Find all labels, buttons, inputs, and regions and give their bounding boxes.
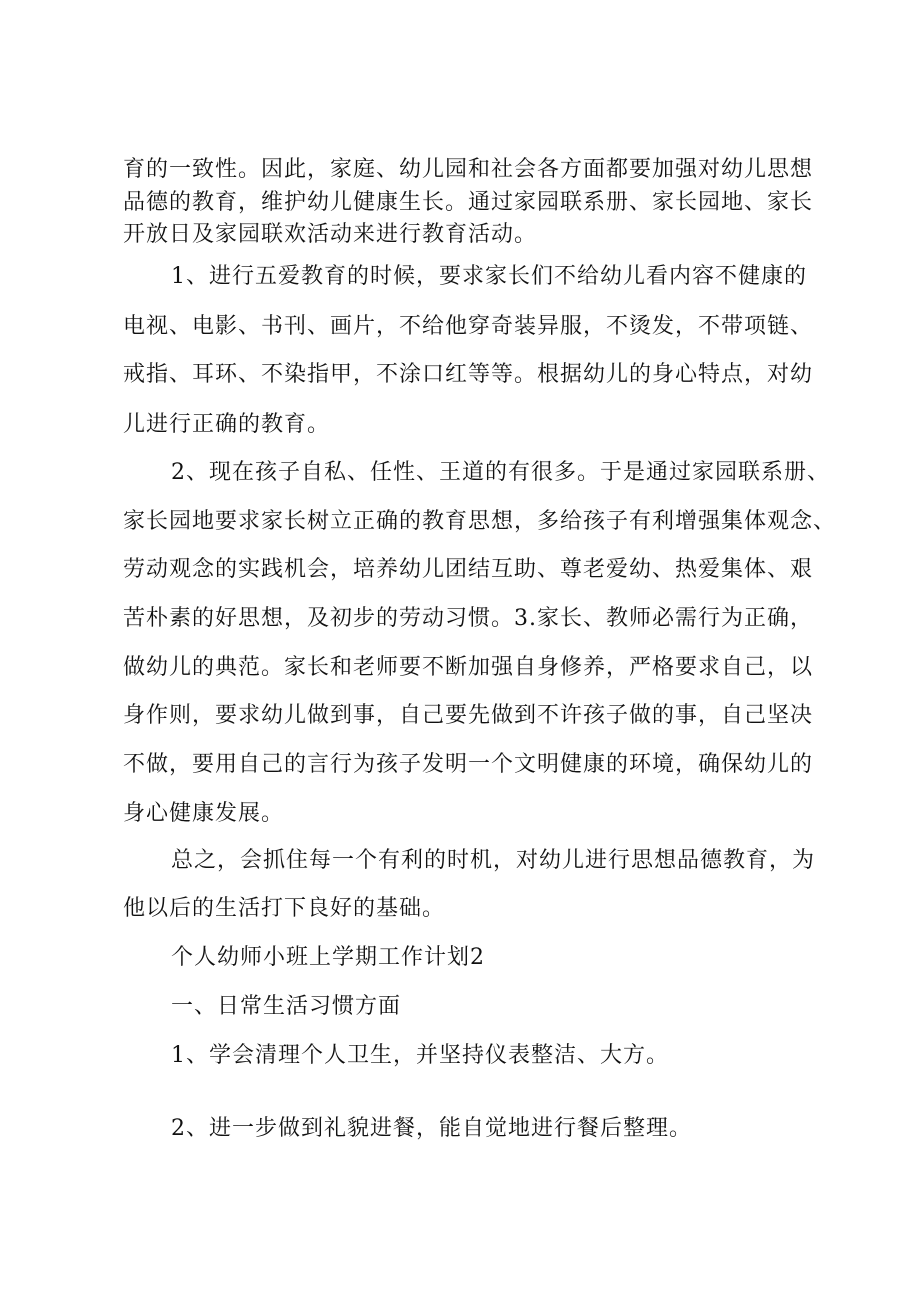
paragraph-line: 品德的教育，维护幼儿健康生长。通过家园联系册、家长园地、家长 [123,190,814,215]
paragraph-line: 劳动观念的实践机会，培养幼儿团结互助、尊老爱幼、热爱集体、艰 [123,557,814,582]
section-title: 个人幼师小班上学期工作计划2 [171,945,485,970]
paragraph-line: 身作则，要求幼儿做到事，自己要先做到不许孩子做的事，自己坚决 [123,703,814,728]
paragraph-line: 1、进行五爱教育的时候，要求家长们不给幼儿看内容不健康的 [171,264,807,289]
paragraph-line: 2、现在孩子自私、任性、王道的有很多。于是通过家园联系册、 [171,460,830,485]
paragraph-line: 不做，要用自己的言行为孩子发明一个文明健康的环境，确保幼儿的 [123,752,814,777]
paragraph-line: 总之，会抓住每一个有利的时机，对幼儿进行思想品德教育，为 [171,848,816,873]
paragraph-line: 身心健康发展。 [123,801,285,826]
paragraph-line: 儿进行正确的教育。 [123,412,331,437]
paragraph-line: 戒指、耳环、不染指甲，不涂口红等等。根据幼儿的身心特点，对幼 [123,362,814,387]
list-item: 1、学会清理个人卫生，并坚持仪表整洁、大方。 [171,1043,669,1068]
paragraph-line: 育的一致性。因此，家庭、幼儿园和社会各方面都要加强对幼儿思想 [123,157,814,182]
paragraph-line: 他以后的生活打下良好的基础。 [123,896,446,921]
list-item: 2、进一步做到礼貌进餐，能自觉地进行餐后整理。 [171,1116,692,1141]
section-heading: 一、日常生活习惯方面 [171,994,402,1019]
paragraph-line: 家长园地要求家长树立正确的教育思想，多给孩子有利增强集体观念、 [123,509,837,534]
paragraph-line: 开放日及家园联欢活动来进行教育活动。 [123,222,538,247]
paragraph-line: 苦朴素的好思想，及初步的劳动习惯。3.家长、教师必需行为正确， [123,606,813,631]
paragraph-line: 电视、电影、书刊、画片，不给他穿奇装异服，不烫发，不带项链、 [123,314,814,339]
paragraph-line: 做幼儿的典范。家长和老师要不断加强自身修养，严格要求自己，以 [123,655,814,680]
